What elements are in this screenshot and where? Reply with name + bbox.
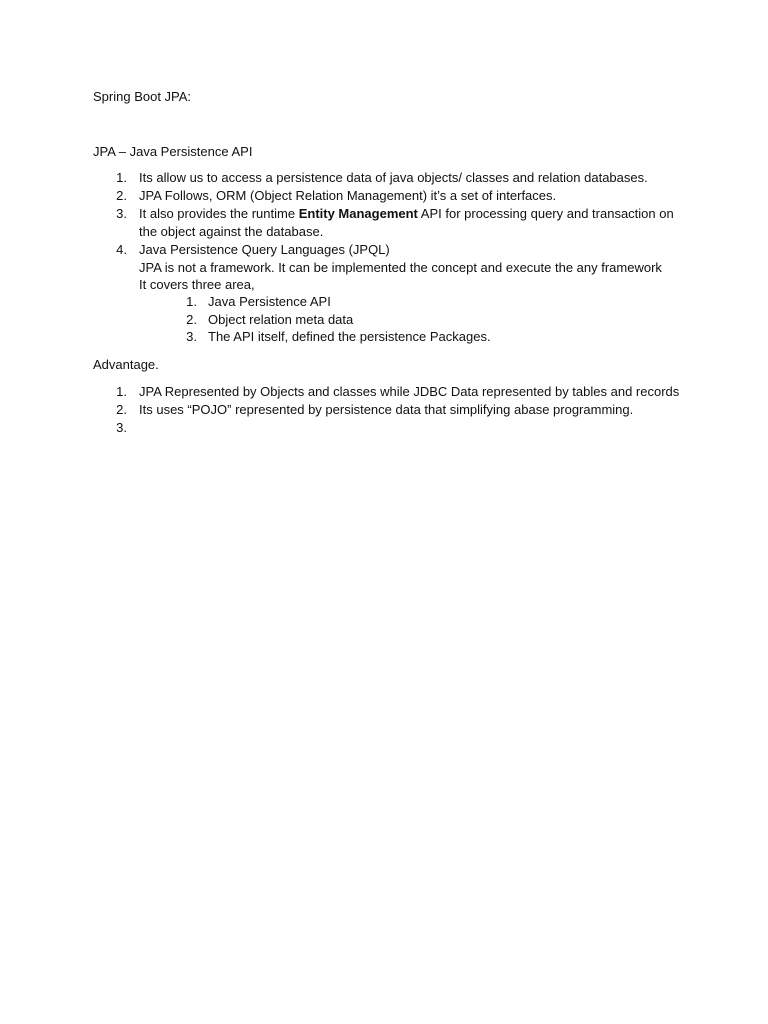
list-item-text — [139, 205, 674, 223]
list-item-text: Java Persistence Query Languages (JPQL) — [139, 242, 390, 257]
sublist-item-text: Java Persistence API — [208, 294, 331, 309]
list-item-number: 3. — [116, 420, 127, 435]
list-item-text-part: It also provides the runtime — [139, 206, 299, 221]
list-item-bold-text: Entity Management — [298, 206, 418, 221]
list-item-continuation: the object against the database. — [139, 224, 324, 239]
sublist-item-number: 3. — [186, 329, 197, 344]
list-item-number: 3. — [116, 206, 127, 221]
list-item-number: 2. — [116, 188, 127, 203]
list-item-continuation: JPA is not a framework. It can be implemented the concept and execute the any framework — [139, 260, 662, 275]
sublist-item-text: Object relation meta data — [208, 312, 354, 327]
list-item-number: 4. — [116, 242, 127, 257]
document-heading: Spring Boot JPA: — [93, 89, 192, 104]
document-subheading: JPA – Java Persistence API — [93, 144, 253, 159]
list-item-text: Its allow us to access a persistence data of java objects/ classes and relation databases. — [139, 170, 648, 185]
list-item-text: JPA Represented by Objects and classes while JDBC Data represented by tables and records — [139, 384, 680, 399]
list-item-number: 1. — [116, 170, 127, 185]
list-item-number: 2. — [116, 402, 127, 417]
list-item-continuation: It covers three area, — [139, 277, 255, 292]
list-item-text-part: API for processing query and transaction on — [417, 206, 674, 221]
advantage-heading: Advantage. — [93, 357, 159, 372]
sublist-item-text: The API itself, defined the persistence Packages. — [208, 329, 491, 344]
sublist-item-number: 2. — [186, 312, 197, 327]
list-item-text: JPA Follows, ORM (Object Relation Management) it’s a set of interfaces. — [139, 188, 557, 203]
list-item-number: 1. — [116, 384, 127, 399]
sublist-item-number: 1. — [186, 294, 197, 309]
list-item-text: Its uses “POJO” represented by persistence data that simplifying abase programming. — [139, 402, 634, 417]
